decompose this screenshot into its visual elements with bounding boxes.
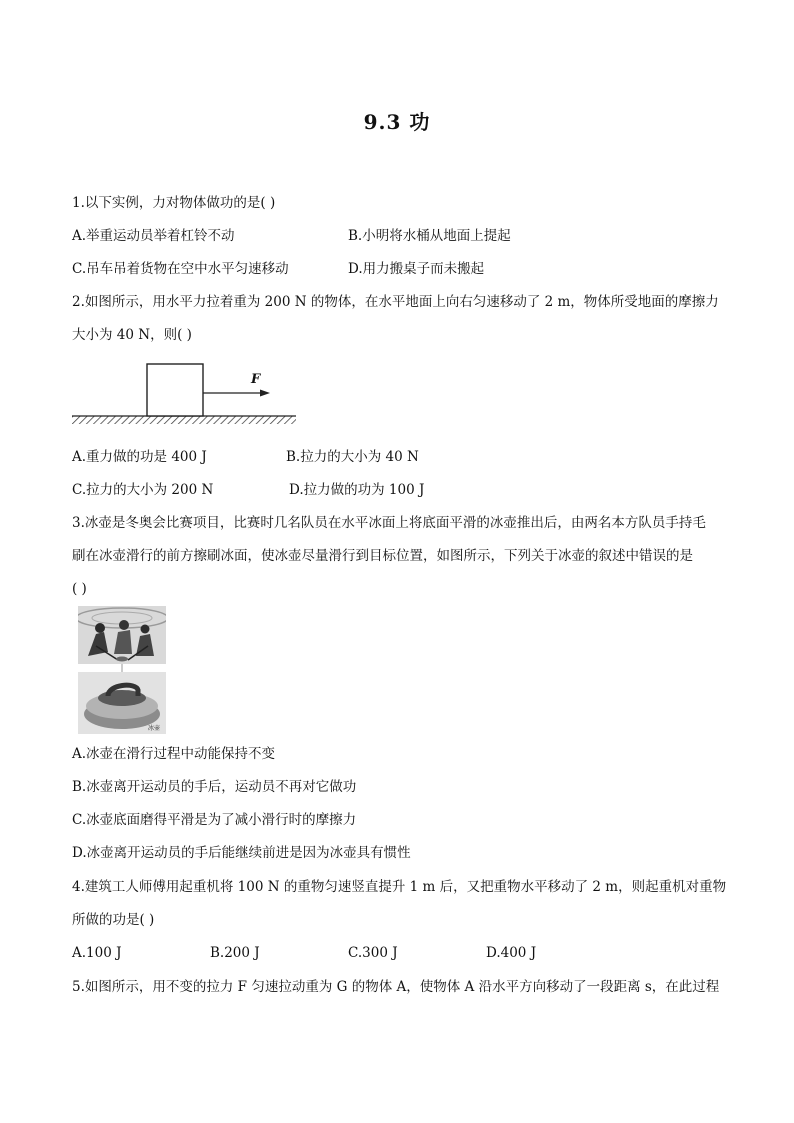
block — [147, 364, 203, 416]
q4-option-d: D.400 J — [486, 945, 537, 961]
q1-option-b: B.小明将水桶从地面上提起 — [348, 228, 511, 244]
force-label: F — [251, 372, 261, 387]
force-arrow-head — [260, 390, 270, 397]
q5-stem-line-1: 5.如图所示，用不变的拉力 F 匀速拉动重为 G 的物体 A，使物体 A 沿水平方向移动了一段距离 s，在此过程 — [72, 979, 720, 995]
q3-curling-photo — [78, 606, 166, 734]
q3-stem-line-3: ( ) — [72, 581, 87, 597]
q2-stem-line-2: 大小为 40 N，则( ) — [72, 327, 192, 343]
q2-option-d: D.拉力做的功为 100 J — [289, 482, 425, 498]
q2-option-a: A.重力做的功是 400 J — [72, 449, 207, 465]
q3-option-d: D.冰壶离开运动员的手后能继续前进是因为冰壶具有惯性 — [72, 845, 411, 861]
q4-option-a: A.100 J — [72, 945, 122, 961]
q2-stem-line-1: 2.如图所示，用水平力拉着重为 200 N 的物体，在水平地面上向右匀速移动了 2 m，物体所受地面的摩擦力 — [72, 294, 719, 310]
q4-option-b: B.200 J — [210, 945, 260, 961]
curling-stone-caption: 冰壶 — [148, 725, 161, 732]
q3-option-a: A.冰壶在滑行过程中动能保持不变 — [72, 746, 276, 762]
q1-option-a: A.举重运动员举着杠铃不动 — [72, 228, 235, 244]
q4-stem-line-1: 4.建筑工人师傅用起重机将 100 N 的重物匀速竖直提升 1 m 后，又把重物水平移动了 2 m，则起重机对重物 — [72, 879, 727, 895]
q1-option-d: D.用力搬桌子而未搬起 — [348, 261, 485, 277]
q4-stem-line-2: 所做的功是( ) — [72, 912, 155, 928]
q1-stem: 1.以下实例，力对物体做功的是( ) — [72, 195, 276, 211]
q4-option-c: C.300 J — [348, 945, 398, 961]
page-title: 9.3 功 — [363, 110, 431, 134]
q1-option-c: C.吊车吊着货物在空中水平匀速移动 — [72, 261, 289, 277]
q2-force-diagram — [72, 360, 296, 430]
ground-hatching — [72, 416, 296, 424]
q3-option-b: B.冰壶离开运动员的手后，运动员不再对它做功 — [72, 779, 357, 795]
q3-stem-line-1: 3.冰壶是冬奥会比赛项目，比赛时几名队员在水平冰面上将底面平滑的冰壶推出后，由两名本方队员手持毛 — [72, 515, 706, 531]
q3-option-c: C.冰壶底面磨得平滑是为了减小滑行时的摩擦力 — [72, 812, 357, 828]
q3-stem-line-2: 刷在冰壶滑行的前方擦刷冰面，使冰壶尽量滑行到目标位置，如图所示，下列关于冰壶的叙述中错误的是 — [72, 548, 693, 564]
q2-option-c: C.拉力的大小为 200 N — [72, 482, 214, 498]
q2-option-b: B.拉力的大小为 40 N — [286, 449, 419, 465]
